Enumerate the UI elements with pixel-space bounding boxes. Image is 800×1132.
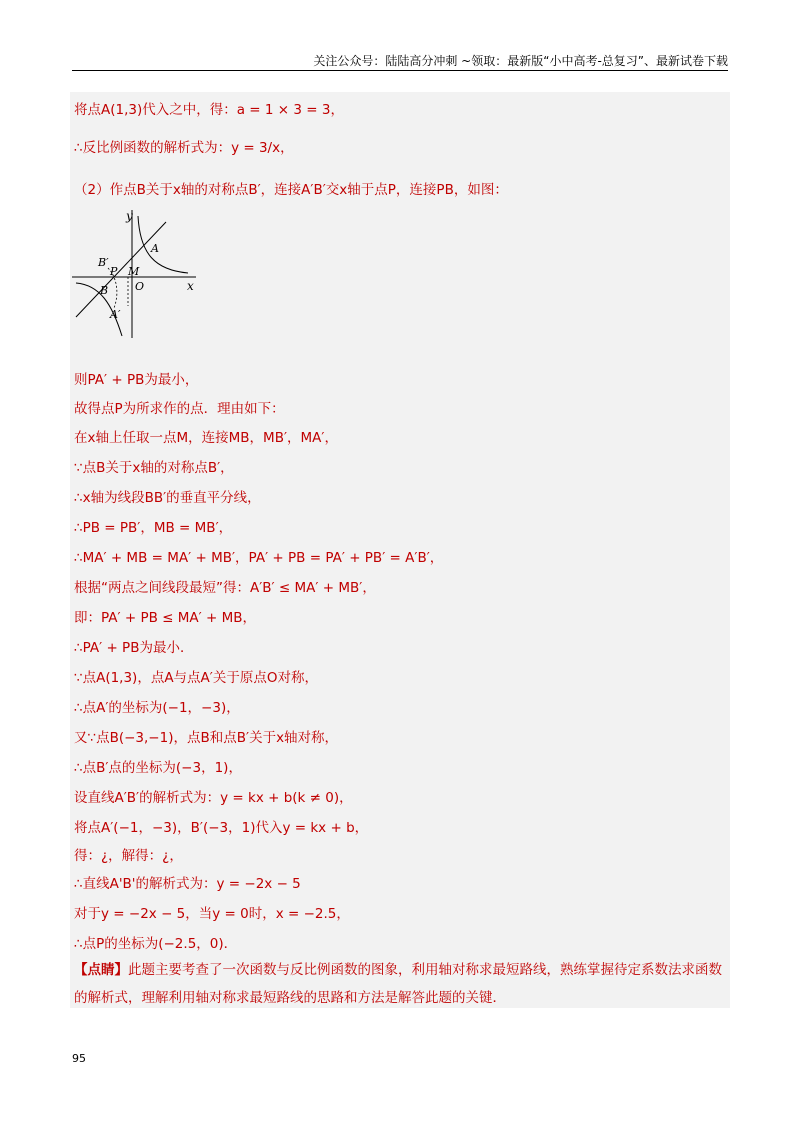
solution-line: ∴点B′点的坐标为(−3，1)， — [74, 760, 242, 776]
point-a-prime-label: A′ — [110, 308, 121, 321]
solution-line: ∴PA′ + PB为最小． — [74, 640, 194, 656]
x-axis-label: x — [187, 279, 194, 293]
y-axis-label: y — [126, 209, 133, 223]
solution-line: 将点A(1,3)代入之中，得：a = 1 × 3 = 3， — [74, 102, 344, 118]
line-ab — [76, 222, 166, 317]
solution-line: 则PA′ + PB为最小， — [74, 372, 199, 388]
solution-line: ∴点P的坐标为(−2.5，0)． — [74, 936, 238, 952]
coordinate-figure — [70, 204, 210, 344]
solution-line: 对于y = −2x − 5，当y = 0时，x = −2.5， — [74, 906, 350, 922]
point-b-prime-label: B′ — [98, 256, 109, 269]
solution-line: 又∵点B(−3,−1)，点B和点B′关于x轴对称， — [74, 730, 339, 746]
solution-line: ∴直线A'B'的解析式为：y = −2x − 5 — [74, 876, 301, 892]
origin-label: O — [135, 280, 145, 293]
solution-line: （2）作点B关于x轴的对称点B′，连接A′B′交x轴于点P，连接PB，如图： — [74, 182, 508, 198]
solution-line: ∴点A′的坐标为(−1，−3)， — [74, 700, 240, 716]
solution-line: ∴x轴为线段BB′的垂直平分线， — [74, 490, 261, 506]
remark-text: 此题主要考查了一次函数与反比例函数的图象，利用轴对称求最短路线，熟练掌握待定系数法求函数的解析式，理解利用轴对称求最短路线的思路和方法是解答此题的关键． — [74, 962, 722, 1006]
point-b-label: B — [100, 284, 109, 297]
solution-line: ∵点A(1,3)，点A与点A′关于原点O对称， — [74, 670, 318, 686]
header-rule — [72, 70, 728, 71]
point-m-label: M — [128, 265, 140, 278]
solution-line: 在x轴上任取一点M，连接MB，MB′，MA′， — [74, 430, 338, 446]
page-header: 关注公众号：陆陆高分冲刺 ~领取：最新版“小中高考-总复习”、最新试卷下载 — [313, 54, 728, 68]
solution-line: ∴反比例函数的解析式为：y = 3/x， — [74, 140, 294, 156]
solution-line: ∴PB = PB′，MB = MB′， — [74, 520, 233, 536]
solution-line: 即：PA′ + PB ≤ MA′ + MB， — [74, 610, 257, 626]
solution-panel — [70, 92, 730, 1008]
point-p-label: P — [110, 265, 118, 278]
point-a-label: A — [151, 242, 159, 255]
solution-line: ∵点B关于x轴的对称点B′， — [74, 460, 234, 476]
solution-line: 将点A′(−1，−3)，B′(−3，1)代入y = kx + b， — [74, 820, 369, 836]
solution-line: 设直线A′B′的解析式为：y = kx + b(k ≠ 0)， — [74, 790, 353, 806]
remark-tag: 【点睛】 — [74, 962, 128, 978]
page-number: 95 — [72, 1052, 86, 1065]
solution-line: 得：¿，解得：¿， — [74, 848, 183, 864]
remark-paragraph — [74, 956, 722, 1012]
solution-line: 根据“两点之间线段最短”得：A′B′ ≤ MA′ + MB′， — [74, 580, 376, 596]
solution-line: 故得点P为所求作的点．理由如下： — [74, 401, 285, 417]
solution-line: ∴MA′ + MB = MA′ + MB′，PA′ + PB = PA′ + PB′ = A′B′， — [74, 550, 444, 566]
